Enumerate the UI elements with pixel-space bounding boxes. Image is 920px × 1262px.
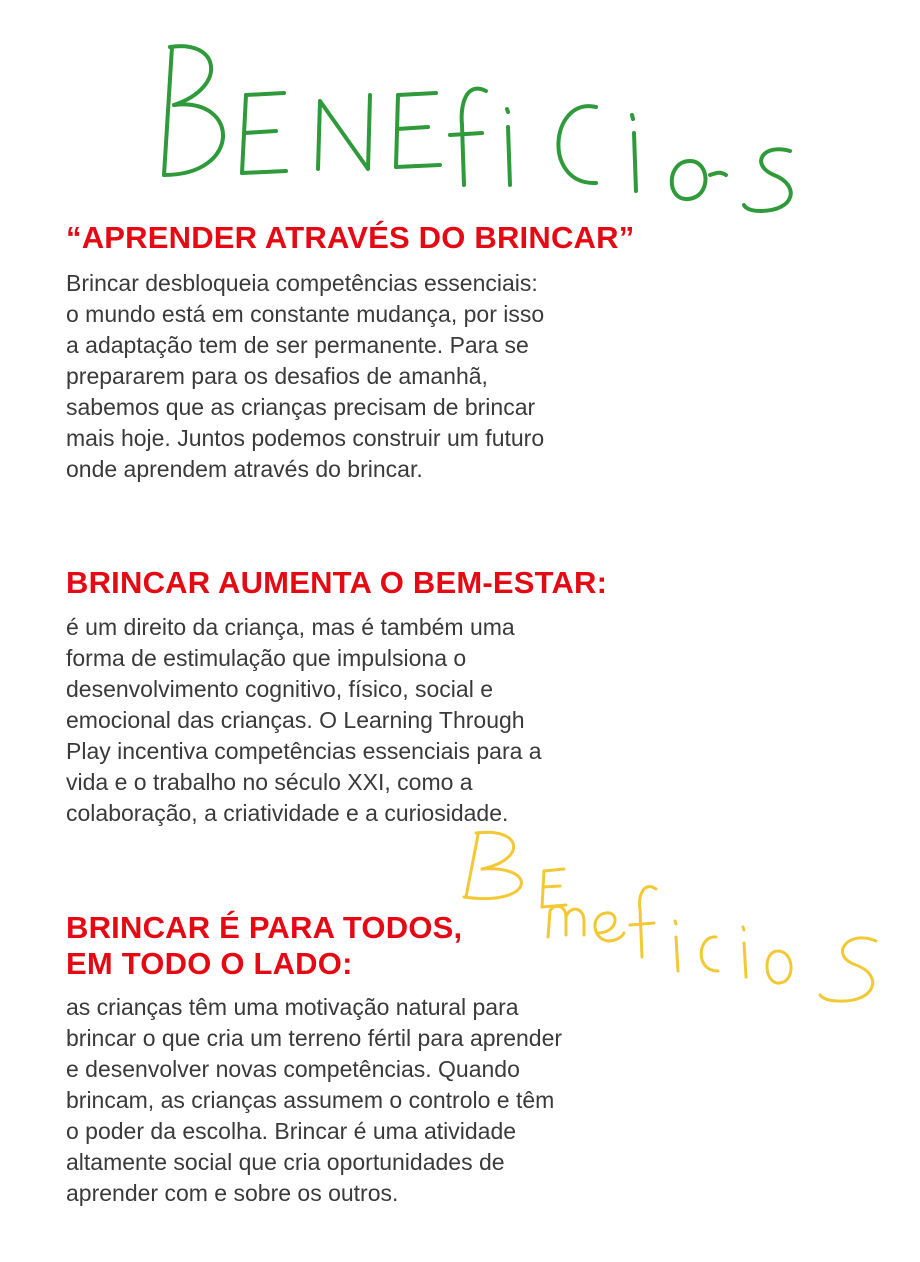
- green-handwritten-title: [150, 35, 830, 225]
- section-body: é um direito da criança, mas é também uma forma de estimulação que impulsiona o desenvolvimento cognitivo, físico, social e emocional das crianças. O Learning Through Play incentiva competências essenciais para a vida e o trabalho no século XXI, como a colaboração, a criatividade e a curiosidade.: [66, 614, 542, 826]
- section-body: Brincar desbloqueia competências essenciais: o mundo está em constante mudança, por isso a adaptação tem de ser permanente. Para se prepararem para os desafios de amanhã, sabemos que as crianças precisam de brincar mais hoje. Juntos podemos construir um futuro onde aprendem através do brincar.: [66, 270, 545, 482]
- section-play-for-everyone: [66, 910, 686, 1209]
- section-wellbeing: [66, 565, 686, 829]
- section-heading: BRINCAR É PARA TODOS, EM TODO O LADO:: [66, 910, 463, 981]
- section-learn-through-play: [66, 220, 686, 485]
- section-body: as crianças têm uma motivação natural para brincar o que cria um terreno fértil para aprender e desenvolver novas competências. Quando brincam, as crianças assumem o controlo e têm o poder da escolha. Brincar é uma atividade altamente social que cria oportunidades de aprender com e sobre os outros.: [66, 994, 563, 1206]
- section-heading: “APRENDER ATRAVÉS DO BRINCAR”: [66, 220, 635, 255]
- section-heading: BRINCAR AUMENTA O BEM-ESTAR:: [66, 565, 608, 600]
